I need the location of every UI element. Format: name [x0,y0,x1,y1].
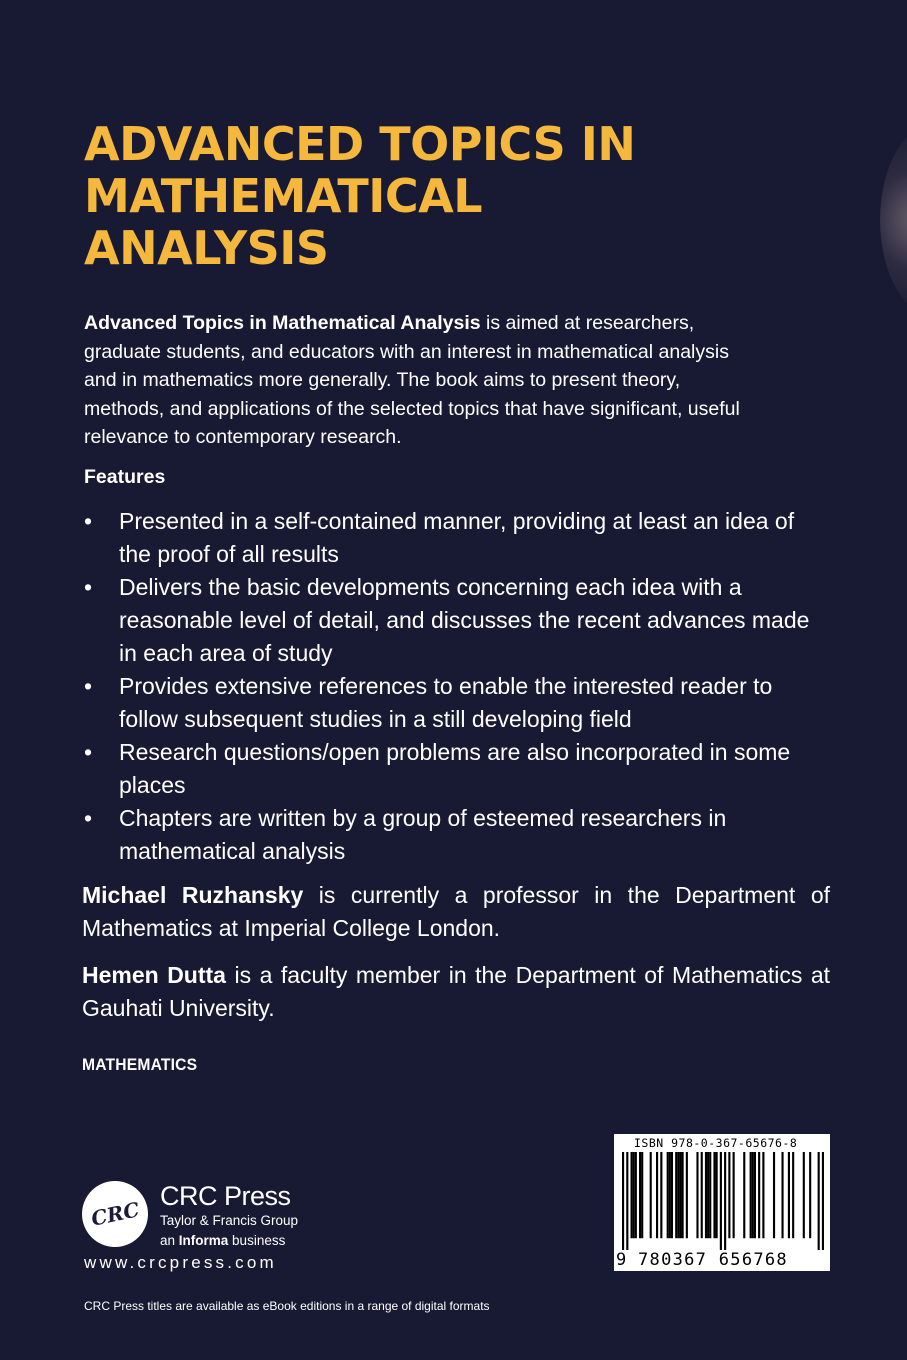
barcode-bar [701,1152,703,1238]
barcode-bar [754,1152,756,1238]
feature-text: Presented in a self-contained manner, providing at least an idea of the proof of all results [119,508,795,567]
barcode-bar [660,1152,662,1238]
publisher-informa [160,1233,285,1248]
barcode-guard-bar [724,1152,726,1250]
feature-text: Chapters are written by a group of esteemed researchers in mathematical analysis [119,805,727,864]
ean-first-digit: 9 [616,1250,627,1270]
barcode-bar [743,1152,745,1238]
subject-category: MATHEMATICS [82,1055,198,1074]
title-line: ADVANCED TOPICS IN [84,117,636,171]
barcode-bar [803,1152,805,1238]
publisher-name: CRC Press [160,1181,291,1211]
barcode-guard-bar [818,1152,820,1250]
barcode-bar [750,1152,752,1238]
barcode-guard-bar [720,1152,722,1250]
barcode-bar [773,1152,775,1238]
barcode-bar [752,1152,754,1238]
barcode-bar [686,1152,688,1238]
isbn-label: ISBN 978-0-367-65676-8 [634,1136,798,1150]
book-title [84,118,824,274]
bullet-icon: • [84,508,93,534]
barcode-bar [682,1152,684,1238]
features-heading: Features [84,466,166,488]
informa-prefix: an [160,1233,179,1248]
feature-text: Provides extensive references to enable the interested reader to follow subsequent studies in a still developing field [119,673,773,732]
features-list [84,505,829,868]
barcode-guard-bar [622,1152,624,1250]
decorative-glow [880,120,907,320]
barcode-bar [713,1152,715,1238]
publisher-website[interactable]: www.crcpress.com [84,1253,277,1272]
bullet-icon: • [84,739,93,765]
barcode-bar [762,1152,764,1238]
barcode-bar [705,1152,707,1238]
ean-digits: 780367 656768 [638,1250,788,1270]
barcode-bar [792,1152,794,1238]
barcode-bar [781,1152,783,1238]
title-line: ANALYSIS [84,221,329,275]
feature-text: Delivers the basic developments concerning each idea with a reasonable level of detail, and discusses the recent advances made in each area of study [119,574,810,666]
logo-text: CRC [88,1197,142,1231]
ebook-note: CRC Press titles are available as eBook editions in a range of digital formats [84,1299,490,1313]
barcode-bar [641,1152,643,1238]
barcode-bar [788,1152,790,1238]
barcode-bar [650,1152,652,1238]
book-description [84,309,744,452]
barcode-bar [639,1152,641,1238]
author-name: Hemen Dutta [82,962,226,988]
barcode-bar [635,1152,637,1238]
barcode-bars [622,1152,824,1250]
barcode-bar [679,1152,681,1238]
author-bio-text: is a faculty member in the Department of Mathematics at Gauhati University. [82,962,830,1021]
barcode-bar [667,1152,669,1238]
crc-logo-icon [82,1181,148,1247]
barcode-guard-bar [822,1152,824,1250]
author-bio-dutta [82,959,830,1025]
isbn-barcode [614,1134,830,1271]
author-name: Michael Ruzhansky [82,882,304,908]
title-line: MATHEMATICAL [84,169,483,223]
barcode-bar [696,1152,698,1238]
barcode-bar [716,1152,718,1238]
bullet-icon: • [84,673,93,699]
informa-suffix: business [228,1233,286,1248]
feature-item [84,670,829,736]
publisher-group: Taylor & Francis Group [160,1213,299,1228]
barcode-bar [669,1152,671,1238]
bullet-icon: • [84,805,93,831]
author-bio-text: is currently a professor in the Department of Mathematics at Imperial College London. [82,882,830,941]
feature-item [84,571,829,670]
barcode-bar [758,1152,760,1238]
description-text: is aimed at researchers, graduate students, and educators with an interest in mathematical analysis and in mathematics more generally. The book aims to present theory, methods, and applications of the selected topics that have significant, useful relevance to contemporary research. [84,312,740,448]
description-book-title: Advanced Topics in Mathematical Analysis [84,312,481,334]
feature-text: Research questions/open problems are also incorporated in some places [119,739,791,798]
barcode-bar [631,1152,633,1238]
barcode-guard-bar [626,1152,628,1250]
informa-bold: Informa [178,1233,229,1248]
bullet-icon: • [84,574,93,600]
author-bio-ruzhansky [82,879,830,945]
feature-item [84,802,829,868]
barcode-bar [709,1152,711,1238]
barcode-bar [677,1152,679,1238]
barcode-bar [633,1152,635,1238]
barcode-bar [656,1152,658,1238]
barcode-bar [671,1152,673,1238]
barcode-bar [707,1152,709,1238]
barcode-bar [733,1152,735,1238]
barcode-bar [675,1152,677,1238]
feature-item [84,736,829,802]
feature-item [84,505,829,571]
barcode-bar [809,1152,811,1238]
barcode-bar [728,1152,730,1238]
